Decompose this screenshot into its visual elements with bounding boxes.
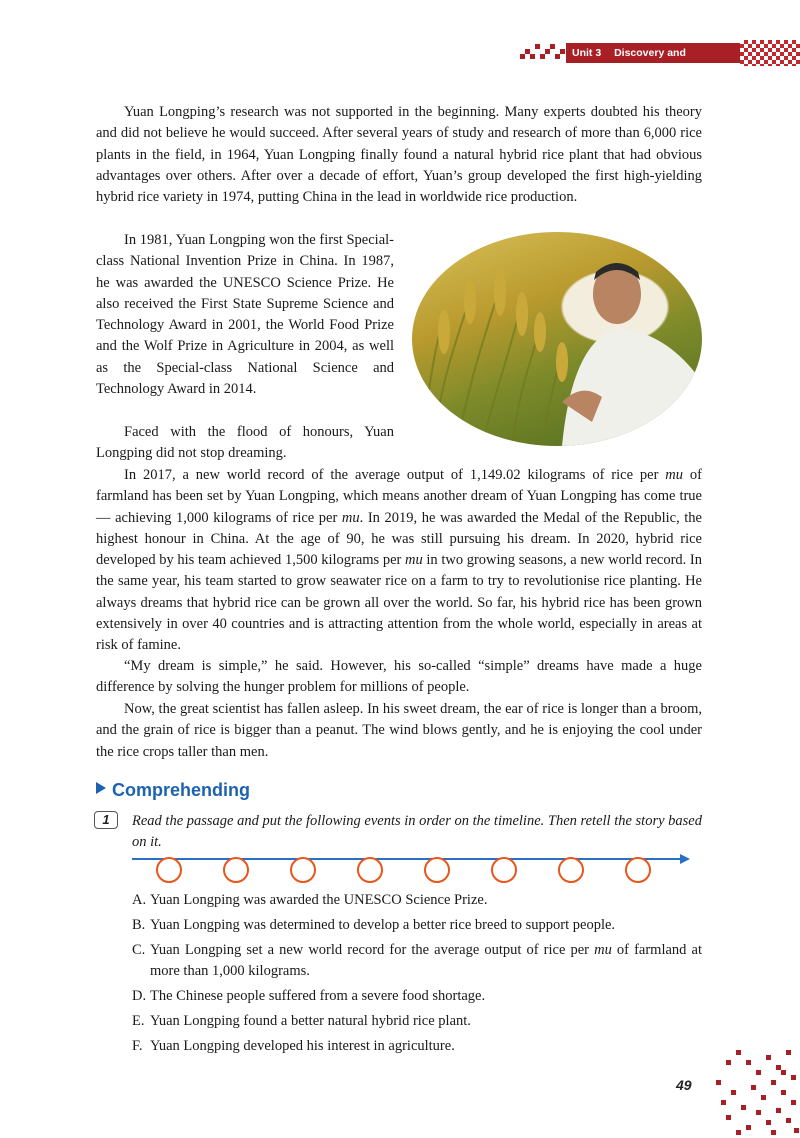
page-number: 49 <box>676 1077 692 1093</box>
paragraph-sweet-dream: Now, the great scientist has fallen asleep. In his sweet dream, the ear of rice is longer than a broom, and the grain of rice is bigger than a peanut. The wind blows gently, and he is enjoying the cool under the rice crops taller than men. <box>96 701 702 760</box>
unit-number: Unit 3 <box>572 47 602 59</box>
timeline-slot-3[interactable] <box>290 857 316 883</box>
timeline-slot-7[interactable] <box>558 857 584 883</box>
play-triangle-icon <box>96 782 106 794</box>
paragraph-research: Yuan Longping’s research was not supported in the beginning. Many experts doubted his theory and did not believe he would succeed. After several years of study and research of more than 6,000 rice plants in the field, in 1964, Yuan Longping finally found a natural hybrid rice plant that had obvious advantages over others. After over a decade of effort, Yuan’s group developed the first high-yielding hybrid rice variety in 1974, putting China in the lead in worldwide rice production. <box>96 104 702 206</box>
event-options-list <box>132 890 702 1061</box>
footer-pixel-decoration <box>706 1050 800 1138</box>
unit-title: Discovery and Innovation <box>572 47 686 79</box>
timeline-line <box>132 858 682 860</box>
timeline-slot-4[interactable] <box>357 857 383 883</box>
list-item: A. Yuan Longping was awarded the UNESCO Science Prize. <box>132 892 488 908</box>
timeline <box>132 850 692 890</box>
header-checker-decoration <box>740 40 800 66</box>
paragraph-awards: In 1981, Yuan Longping won the first Special-class National Invention Prize in China. In 1987, he was awarded the UNESCO Science Prize. He also received the First State Supreme Science and Technology Award in 2001, the World Food Prize and the Wolf Prize in Agriculture in 2004, as well as the Special-class National Science and Technology Award in 2014. <box>96 232 394 398</box>
list-item: E. Yuan Longping found a better natural hybrid rice plant. <box>132 1013 471 1029</box>
list-item: C. Yuan Longping set a new world record for the average output of rice per mu of farmland at more than 1,000 kilograms. <box>132 942 702 979</box>
unit-header <box>566 43 740 79</box>
task-number-badge: 1 <box>94 811 118 829</box>
list-item: D. The Chinese people suffered from a severe food shortage. <box>132 988 486 1004</box>
yuan-longping-rice-field-photo <box>412 232 702 446</box>
paragraph-simple-dream: “My dream is simple,” he said. However, his so-called “simple” dreams have made a huge difference by solving the hunger problem for millions of people. <box>96 658 702 696</box>
timeline-slot-5[interactable] <box>424 857 450 883</box>
header-pixel-decoration <box>520 40 566 64</box>
list-item: F. Yuan Longping developed his interest in agriculture. <box>132 1038 455 1054</box>
timeline-slot-2[interactable] <box>223 857 249 883</box>
timeline-slot-1[interactable] <box>156 857 182 883</box>
arrow-right-icon <box>680 854 690 864</box>
task-instruction: Read the passage and put the following events in order on the timeline. Then retell the story based on it. <box>132 813 702 850</box>
timeline-slot-6[interactable] <box>491 857 517 883</box>
section-title-comprehending: Comprehending <box>96 780 250 801</box>
list-item: B. Yuan Longping was determined to develop a better rice breed to support people. <box>132 917 616 933</box>
paragraph-world-record: In 2017, a new world record of the average output of 1,149.02 kilograms of rice per mu of farmland has been set by Yuan Longping, which means another dream of Yuan Longping has come true — achieving 1,000 kilograms of rice per mu. In 2019, he was awarded the Medal of the Republic, the highest honour in China. At the age of 90, he was still pursuing his dream. In 2020, hybrid rice developed by his team achieved 1,500 kilograms per mu in two growing seasons, a new world record. In the same year, his team started to grow seawater rice on a farm to try to revolutionise rice planting. He always dreams that hybrid rice can be grown all over the world. So far, his hybrid rice has been grown extensively in over 40 countries and is attracting attention from the whole world, especially in areas at risk of famine. <box>96 467 703 654</box>
timeline-slot-8[interactable] <box>625 857 651 883</box>
paragraph-honours: Faced with the flood of honours, Yuan Longping did not stop dreaming. <box>96 424 394 462</box>
